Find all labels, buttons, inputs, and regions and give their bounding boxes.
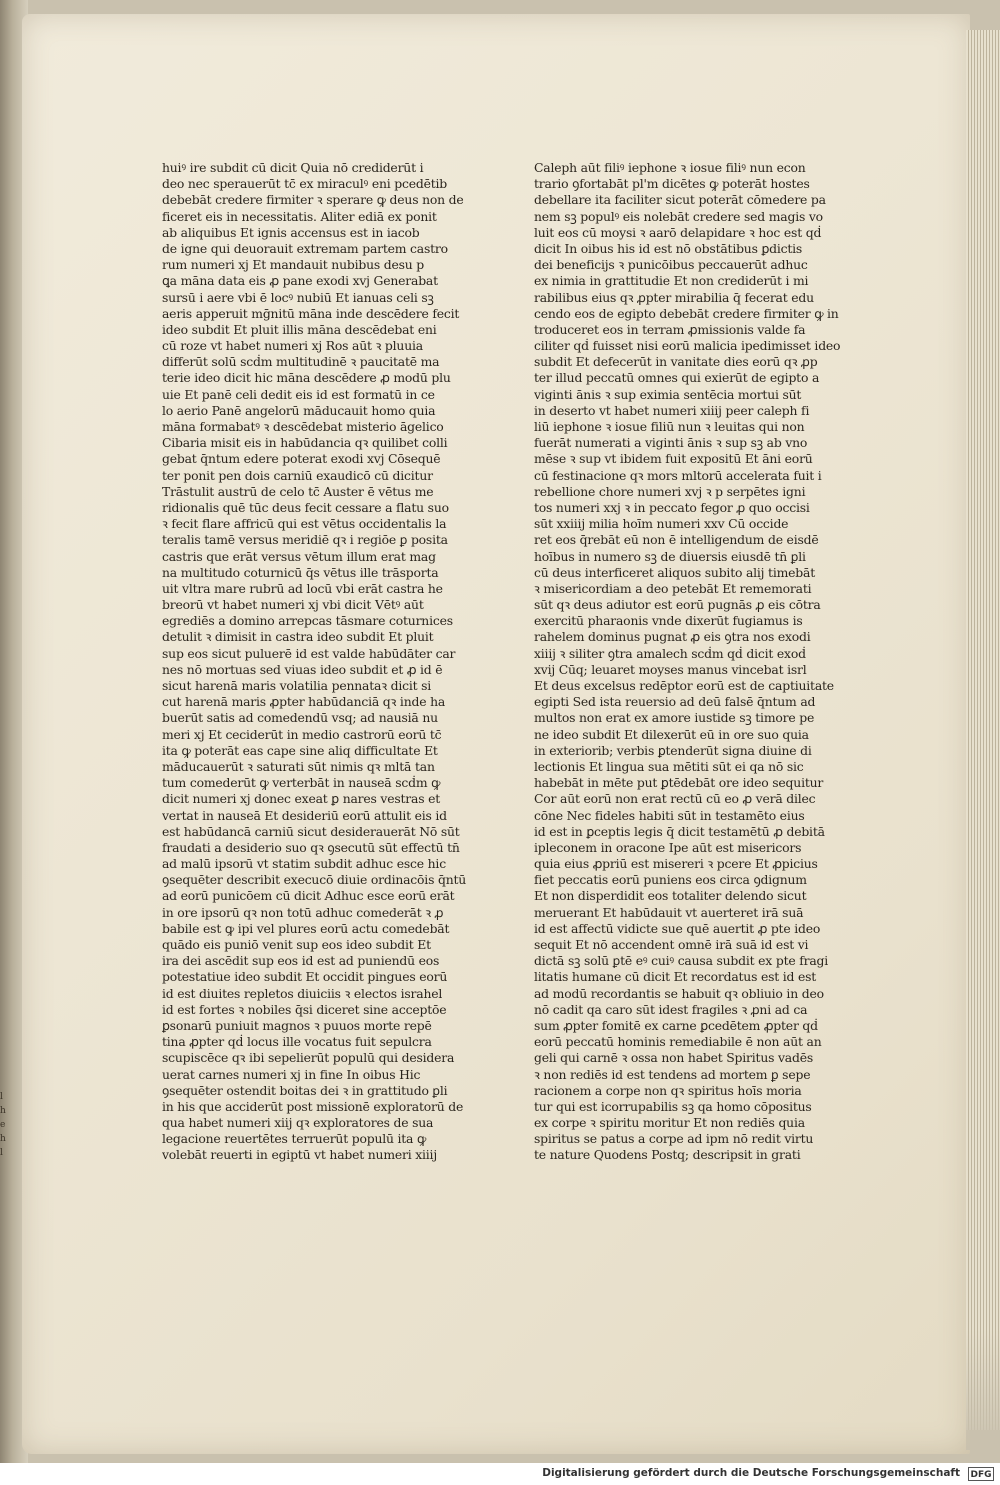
text-line: buerūt satis ad comedendū vsq; ad nausiā nu bbox=[162, 710, 438, 726]
text-line: lo aerio Panē angelorū māducauit homo quia bbox=[162, 402, 436, 418]
text-line: ret eos q̄rebāt eū non ē intelligendum de eisdē bbox=[534, 532, 819, 548]
text-line: sursū i aere vbi ē locꝰ nubiū Et ianuas celi sꝫ bbox=[162, 289, 434, 305]
text-line: ꝛ non rediēs id est tendens ad mortem ꝑ sepe bbox=[534, 1066, 811, 1082]
text-line: quādo eis puniō venit sup eos ideo subdit Et bbox=[162, 937, 431, 952]
text-line: babile est ꝙ ipi vel plures eorū actu comedebāt bbox=[162, 920, 450, 936]
text-line: ꝛ misericordiam a deo petebāt Et rememorati bbox=[534, 580, 812, 596]
text-line: dicit In oibus his id est nō obstātibus ꝑdictis bbox=[534, 240, 803, 256]
text-line: rabilibus eius qꝛ ꝓpter mirabilia q̄ fecerat edu bbox=[534, 289, 814, 305]
text-line: uit vltra mare rubrū ad locū vbi erāt castra he bbox=[162, 580, 443, 596]
text-line: detulit ꝛ dimisit in castra ideo subdit Et pluit bbox=[162, 629, 434, 645]
text-line: ad eorū punicōem cū dicit Adhuc esce eorū erāt bbox=[162, 888, 455, 904]
text-line: subdit Et defecerūt in vanitate dies eorū qꝛ ꝓp bbox=[534, 354, 818, 370]
text-line: rum numeri xj Et mandauit nubibus desu p bbox=[162, 257, 425, 273]
facing-page-text: l h e h l bbox=[0, 1092, 6, 1158]
footer-bar bbox=[0, 1463, 1000, 1485]
text-line: ideo subdit Et pluit illis māna descēdebat eni bbox=[162, 321, 437, 337]
text-line: multos non erat ex amore iustide sꝫ timore pe bbox=[534, 710, 815, 726]
text-line: tos numeri xxj ꝛ in peccato fegor ꝓ quo occisi bbox=[534, 499, 810, 515]
text-column-left bbox=[162, 160, 482, 1164]
text-line: in exteriorib; verbis ꝑtenderūt signa diuine di bbox=[534, 742, 812, 758]
text-line: ficeret eis in necessitatis. Aliter ediā ex ponit bbox=[162, 208, 437, 224]
text-line: tina ꝓpter qḋ locus ille vocatus fuit sepulcra bbox=[162, 1034, 432, 1050]
text-line: fiet peccatis eorū puniens eos circa ꝯdignum bbox=[534, 872, 807, 888]
text-line: meri xj Et ceciderūt in medio castrorū eorū tc̄ bbox=[162, 726, 442, 742]
text-line: cū festinacione qꝛ mors mltorū accelerata fuit i bbox=[534, 467, 822, 483]
manuscript-page bbox=[22, 14, 970, 1454]
text-line: cōne Nec fideles habiti sūt in testamēto eius bbox=[534, 807, 805, 823]
text-line: xiiij ꝛ siliter ꝯtra amalech scḋm qḋ dicit exoḋ bbox=[534, 645, 806, 661]
text-line: quia eius ꝓpriū est misereri ꝛ pcere Et ꝓpicius bbox=[534, 856, 818, 872]
footer-credit: Digitalisierung gefördert durch die Deutsche Forschungsgemeinschaft bbox=[542, 1467, 960, 1479]
text-line: Et non disperdidit eos totaliter delendo sicut bbox=[534, 888, 807, 904]
text-line: Cor aūt eorū non erat rectū cū eo ꝓ verā dilec bbox=[534, 791, 816, 807]
text-line: in deserto vt habet numeri xiiij peer caleph fi bbox=[534, 402, 810, 418]
text-line: luit eos cū moysi ꝛ aarō delapidare ꝛ hoc est qḋ bbox=[534, 224, 822, 240]
text-line: mēse ꝛ sup vt ibidem fuit expositū Et āni eorū bbox=[534, 451, 813, 467]
text-line: ridionalis quē tūc deus fecit cessare a flatu suo bbox=[162, 499, 449, 515]
text-line: Trāstulit austrū de celo tc̄ Auster ē vētus me bbox=[162, 483, 434, 499]
text-line: racionem a corpe non qꝛ spiritus hoīs moria bbox=[534, 1082, 802, 1098]
text-line: ita ꝙ poterāt eas cape sine aliq difficultate Et bbox=[162, 742, 438, 758]
text-line: rebellione chore numeri xvj ꝛ p serpētes igni bbox=[534, 483, 806, 499]
text-line: sup eos sicut puluerē id est valde habūdāter car bbox=[162, 645, 456, 661]
text-line: ad malū ipsorū vt statim subdit adhuc esce hic bbox=[162, 856, 446, 872]
text-line: id est in ꝑceptis legis q̄ dicit testamētū ꝓ debitā bbox=[534, 823, 825, 839]
text-line: ciliter qḋ fuisset nisi eorū malicia ipedimisset ideo bbox=[534, 338, 841, 354]
text-line: ter ponit pen dois carniū exaudicō cū dicitur bbox=[162, 467, 433, 483]
text-line: qua habet numeri xiij qꝛ exploratores de sua bbox=[162, 1115, 434, 1131]
text-line: liū iephone ꝛ iosue filiū nun ꝛ leuitas qui non bbox=[534, 419, 805, 434]
text-line: meruerant Et habūdauit vt auerteret irā suā bbox=[534, 904, 804, 920]
text-line: ne ideo subdit Et dilexerūt eū in ore suo quia bbox=[534, 726, 809, 742]
text-line: nes nō mortuas sed viuas ideo subdit et ꝓ id ē bbox=[162, 661, 443, 677]
text-line: uie Et panē celi dedit eis id est formatū in ce bbox=[162, 386, 435, 402]
text-line: gebat q̄ntum edere poterat exodi xvj Cōsequē bbox=[162, 451, 441, 467]
text-line: na multitudo coturnicū q̄s vētus ille trāsporta bbox=[162, 564, 439, 580]
text-line: id est affectū vidicte sue quē auertit ꝓ pte ideo bbox=[534, 920, 821, 936]
text-line: debellare ita faciliter sicut poterāt cōmedere pa bbox=[534, 192, 826, 208]
text-line: id est fortes ꝛ nobiles q̄si diceret sine acceptōe bbox=[162, 1001, 447, 1017]
text-line: egrediēs a domino arrepcas tāsmare coturnices bbox=[162, 613, 453, 629]
text-line: ꝑsonarū puniuit magnos ꝛ puuos morte repē bbox=[162, 1017, 432, 1033]
text-line: dei beneficijs ꝛ punicōibus peccauerūt adhuc bbox=[534, 257, 808, 273]
text-line: nō cadit qa caro sūt idest fragiles ꝛ ꝓni ad ca bbox=[534, 1001, 808, 1017]
text-line: hoībus in numero sꝫ de diuersis eiusdē tn̄ ꝑli bbox=[534, 548, 806, 564]
text-line: habebāt in mēte put ꝑtēdebāt ore ideo sequitur bbox=[534, 775, 824, 791]
text-line: castris que erāt versus vētum illum erat mag bbox=[162, 548, 436, 564]
text-line: legacione reuertētes terruerūt populū ita ꝙ bbox=[162, 1131, 427, 1147]
text-line: differūt solū scḋm multitudinē ꝛ paucitatē ma bbox=[162, 354, 440, 370]
text-line: Caleph aūt filiꝰ iephone ꝛ iosue filiꝰ nun econ bbox=[534, 160, 806, 175]
text-line: xvij Cūq; leuaret moyses manus vincebat isrl bbox=[534, 661, 807, 677]
text-line: lectionis Et lingua sua mētiti sūt ei qa nō sic bbox=[534, 758, 804, 774]
text-line: ipleconem in oracone Ipe aūt est misericors bbox=[534, 839, 802, 855]
text-line: dictā sꝫ solū ꝑtē eꝰ cuiꝰ causa subdit ex pte fragi bbox=[534, 953, 829, 969]
text-line: vertat in nauseā Et desideriū eorū attulit eis id bbox=[162, 807, 447, 823]
text-line: in ore ipsorū qꝛ non totū adhuc comederāt ꝛ ꝓ bbox=[162, 904, 444, 920]
text-line: sequit Et nō accendent omnē irā suā id est vi bbox=[534, 937, 809, 952]
text-line: deo nec sperauerūt tc̄ ex miraculꝰ eni pcedētib bbox=[162, 176, 447, 192]
text-line: te nature Quodens Postq; descripsit in grati bbox=[534, 1147, 801, 1163]
text-line: sūt xxiiij milia hoīm numeri xxv Cū occide bbox=[534, 516, 789, 532]
text-line: cendo eos de egipto debebāt credere firmiter ꝙ in bbox=[534, 305, 839, 321]
text-line: breorū vt habet numeri xj vbi dicit Vētꝰ aūt bbox=[162, 597, 424, 613]
text-line: ex corpe ꝛ spiritu moritur Et non rediēs quia bbox=[534, 1115, 805, 1131]
text-line: Cibaria misit eis in habūdancia qꝛ quilibet colli bbox=[162, 435, 448, 451]
page-edges bbox=[966, 30, 1000, 1430]
text-line: litatis humane cū dicit Et recordatus est id est bbox=[534, 969, 817, 985]
text-line: scupiscēce qꝛ ibi sepelierūt populū qui desidera bbox=[162, 1050, 455, 1066]
text-line: terie ideo dicit hic māna descēdere ꝓ modū plu bbox=[162, 370, 451, 386]
text-line: māducauerūt ꝛ saturati sūt nimis qꝛ mltā tan bbox=[162, 758, 435, 774]
text-line: id est diuites repletos diuiciis ꝛ electos israhel bbox=[162, 985, 443, 1001]
text-line: sicut harenā maris volatilia pennataꝛ dicit si bbox=[162, 678, 432, 693]
text-line: sūt qꝛ deus adiutor est eorū pugnās ꝓ eis cōtra bbox=[534, 597, 821, 613]
text-line: tur qui est icorrupabilis sꝫ qa homo cōpositus bbox=[534, 1098, 812, 1114]
text-line: aeris apperuit mḡnitū māna inde descēdere fecit bbox=[162, 305, 460, 321]
text-line: Et deus excelsus redēptor eorū est de captiuitate bbox=[534, 678, 834, 693]
text-line: tum comederūt ꝙ verterbāt in nauseā scḋm ꝙ bbox=[162, 775, 441, 791]
text-line: trario ꝯfortabāt pl'm dicētes ꝙ poterāt hostes bbox=[534, 176, 810, 192]
text-line: volebāt reuerti in egiptū vt habet numeri xiiij bbox=[162, 1147, 437, 1163]
text-line: ꝯsequēter describit execucō diuie ordinacōis q̄ntū bbox=[162, 872, 467, 888]
text-line: potestatiue ideo subdit Et occidit pingues eorū bbox=[162, 969, 448, 985]
text-line: māna formabatꝰ ꝛ descēdebat misterio āgelico bbox=[162, 419, 444, 434]
text-line: nem sꝫ populꝰ eis nolebāt credere sed magis vo bbox=[534, 208, 823, 224]
text-line: geli qui carnē ꝛ ossa non habet Spiritus vadēs bbox=[534, 1050, 814, 1066]
text-line: rahelem dominus pugnat ꝓ eis ꝯtra nos exodi bbox=[534, 629, 811, 645]
text-line: ex nimia in grattitudie Et non crediderūt i mi bbox=[534, 273, 809, 289]
text-line: ab aliquibus Et ignis accensus est in iacob bbox=[162, 224, 420, 240]
text-line: fraudati a desiderio suo qꝛ ꝯsecutū sūt effectū tn̄ bbox=[162, 839, 460, 855]
text-line: spiritus se patus a corpe ad ipm nō redit virtu bbox=[534, 1131, 814, 1147]
text-line: teralis tamē versus meridiē qꝛ i regiōe ꝑ posita bbox=[162, 532, 448, 548]
text-line: viginti ānis ꝛ sup eximia sentēcia mortui sūt bbox=[534, 386, 802, 402]
text-line: ꝯsequēter ostendit boitas dei ꝛ in grattitudo ꝑli bbox=[162, 1082, 448, 1098]
text-line: huiꝰ ire subdit cū dicit Quia nō crediderūt i bbox=[162, 160, 424, 175]
text-line: cū roze vt habet numeri xj Ros aūt ꝛ pluuia bbox=[162, 338, 423, 354]
text-line: ad modū recordantis se habuit qꝛ obliuio in deo bbox=[534, 985, 824, 1001]
text-line: eorū peccatū hominis remediabile ē non aūt an bbox=[534, 1034, 822, 1050]
text-line: ꝗa māna data eis ꝓ pane exodi xvj Generabat bbox=[162, 273, 438, 289]
text-line: dicit numeri xj donec exeat ꝑ nares vestras et bbox=[162, 791, 441, 807]
text-line: ꝛ fecit flare affricū qui est vētus occidentalis la bbox=[162, 516, 447, 532]
text-line: ter illud peccatū omnes qui exierūt de egipto a bbox=[534, 370, 820, 386]
text-line: debebāt credere firmiter ꝛ sperare ꝙ deus non de bbox=[162, 192, 464, 208]
page-edges-shade bbox=[966, 1330, 1000, 1450]
text-line: cut harenā maris ꝓpter habūdanciā qꝛ inde ha bbox=[162, 694, 446, 710]
text-line: fuerāt numerati a viginti ānis ꝛ sup sꝫ ab vno bbox=[534, 435, 808, 451]
text-line: sum ꝓpter fomitē ex carne ꝑcedētem ꝓpter qḋ bbox=[534, 1017, 818, 1033]
dfg-logo: DFG bbox=[968, 1467, 994, 1481]
text-line: in his que acciderūt post missionē exploratorū de bbox=[162, 1098, 464, 1114]
text-line: cū deus interficeret aliquos subito alij timebāt bbox=[534, 564, 815, 580]
text-column-right bbox=[534, 160, 850, 1164]
text-line: troduceret eos in terram ꝓmissionis valde fa bbox=[534, 321, 806, 337]
text-line: est habūdancā carniū sicut desiderauerāt Nō sūt bbox=[162, 823, 460, 839]
text-line: exercitū pharaonis vnde dixerūt fugiamus is bbox=[534, 613, 803, 629]
text-line: egipti Sed ista reuersio ad deū falsē q̄ntum ad bbox=[534, 694, 816, 710]
text-line: ira dei ascēdit sup eos id est ad puniendū eos bbox=[162, 953, 440, 969]
text-line: uerat carnes numeri xj in fine In oibus Hic bbox=[162, 1066, 421, 1082]
text-line: de igne qui deuorauit extremam partem castro bbox=[162, 240, 448, 256]
